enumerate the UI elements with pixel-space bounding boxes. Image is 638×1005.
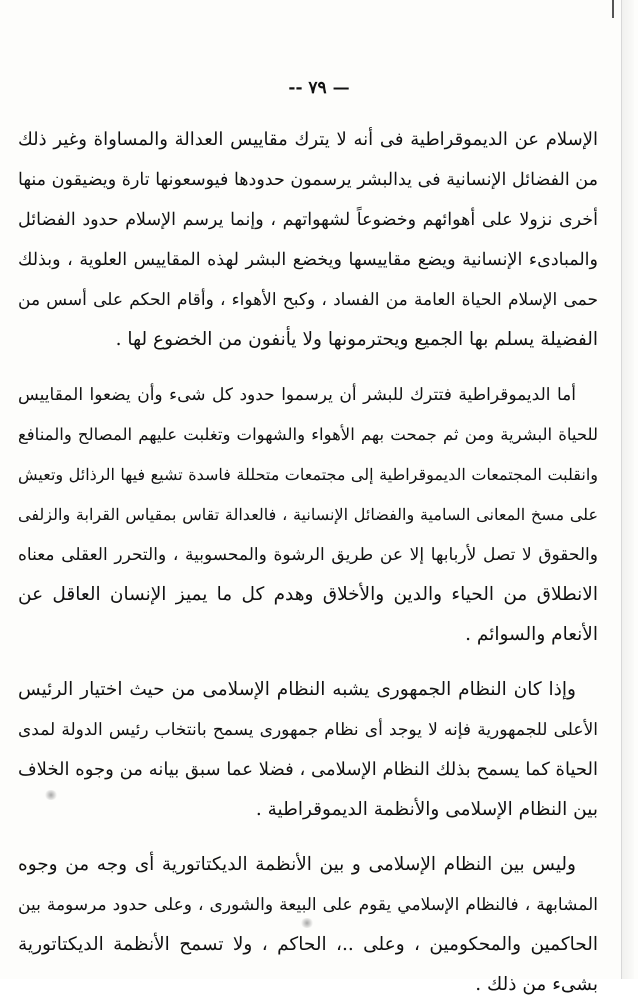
text-line: من الفضائل الإنسانية فى يدالبشر يرسمون حدودها فيوسعونها تارة ويضيقون منها <box>18 170 598 190</box>
text-line: والمبادىء الإنسانية ويضع مقاييسها ويخضع البشر لهذه المقاييس العلوية ، وبذلك <box>18 250 598 270</box>
top-margin-mark <box>612 0 614 18</box>
paragraph-3 <box>18 670 598 830</box>
text-line: وانقلبت المجتمعات الديموقراطية إلى مجتمعات متحللة فاسدة تشيع فيها الرذائل وتعيش <box>18 465 598 484</box>
text-line: على مسخ المعانى السامية والفضائل الإنسانية ، فالعدالة تقاس بمقياس القرابة والزلفى <box>18 505 598 524</box>
text-line: بين النظام الإسلامى والأنظمة الديموقراطية . <box>255 799 598 820</box>
text-line: والحقوق لا تصل لأربابها إلا عن طريق الرشوة والمحسوبية ، والتحرر العقلى معناه <box>18 545 598 565</box>
text-line: الأعلى للجمهورية فإنه لا يوجد أى نظام جمهورى يسمح بانتخاب رئيس الدولة لمدى <box>18 720 598 740</box>
text-line: الحاكمين والمحكومين ، وعلى ..، الحاكم ، ولا تسمح الأنظمة الديكتاتورية <box>18 934 598 955</box>
paragraph-1 <box>18 120 598 360</box>
ink-smudge <box>300 918 314 928</box>
text-line: الأنعام والسوائم . <box>465 624 598 645</box>
body-text <box>18 120 598 1005</box>
text-line: أخرى نزولا على أهوائهم وخضوعاً لشهواتهم ، وإنما يرسم الإسلام حدود الفضائل <box>18 210 598 230</box>
page-number: — ٧٩ -- <box>288 78 350 98</box>
page-edge <box>621 0 634 979</box>
text-line: الانطلاق من الحياء والدين والأخلاق وهدم كل ما يميز الإنسان العاقل عن <box>18 584 598 605</box>
ink-smudge <box>44 790 58 800</box>
text-line: وإذا كان النظام الجمهورى يشبه النظام الإسلامى من حيث اختيار الرئيس <box>18 679 576 700</box>
text-line: أما الديموقراطية فتترك للبشر أن يرسموا حدود كل شىء وأن يضعوا المقاييس <box>18 385 576 405</box>
text-line: بشىء من ذلك . <box>475 974 598 995</box>
text-line: للحياة البشرية ومن ثم جمحت بهم الأهواء والشهوات وتغلبت عليهم المصالح والمنافع <box>18 425 598 444</box>
text-line: الحياة كما يسمح بذلك النظام الإسلامى ، فضلا عما سبق بيانه من وجوه الخلاف <box>18 759 598 780</box>
text-line: المشابهة ، فالنظام الإسلامي يقوم على البيعة والشورى ، وعلى حدود مرسومة بين <box>18 895 598 915</box>
text-line: الفضيلة يسلم بها الجميع ويحترمونها ولا يأنفون من الخضوع لها . <box>115 329 598 350</box>
text-line: حمى الإسلام الحياة العامة من الفساد ، وكبح الأهواء ، وأقام الحكم على أسس من <box>18 290 598 310</box>
text-line: الإسلام عن الديموقراطية فى أنه لا يترك مقاييس العدالة والمساواة وغير ذلك <box>18 129 598 150</box>
text-line: وليس بين النظام الإسلامى و بين الأنظمة الديكتاتورية أى وجه من وجوه <box>18 854 576 875</box>
paragraph-2 <box>18 375 598 655</box>
